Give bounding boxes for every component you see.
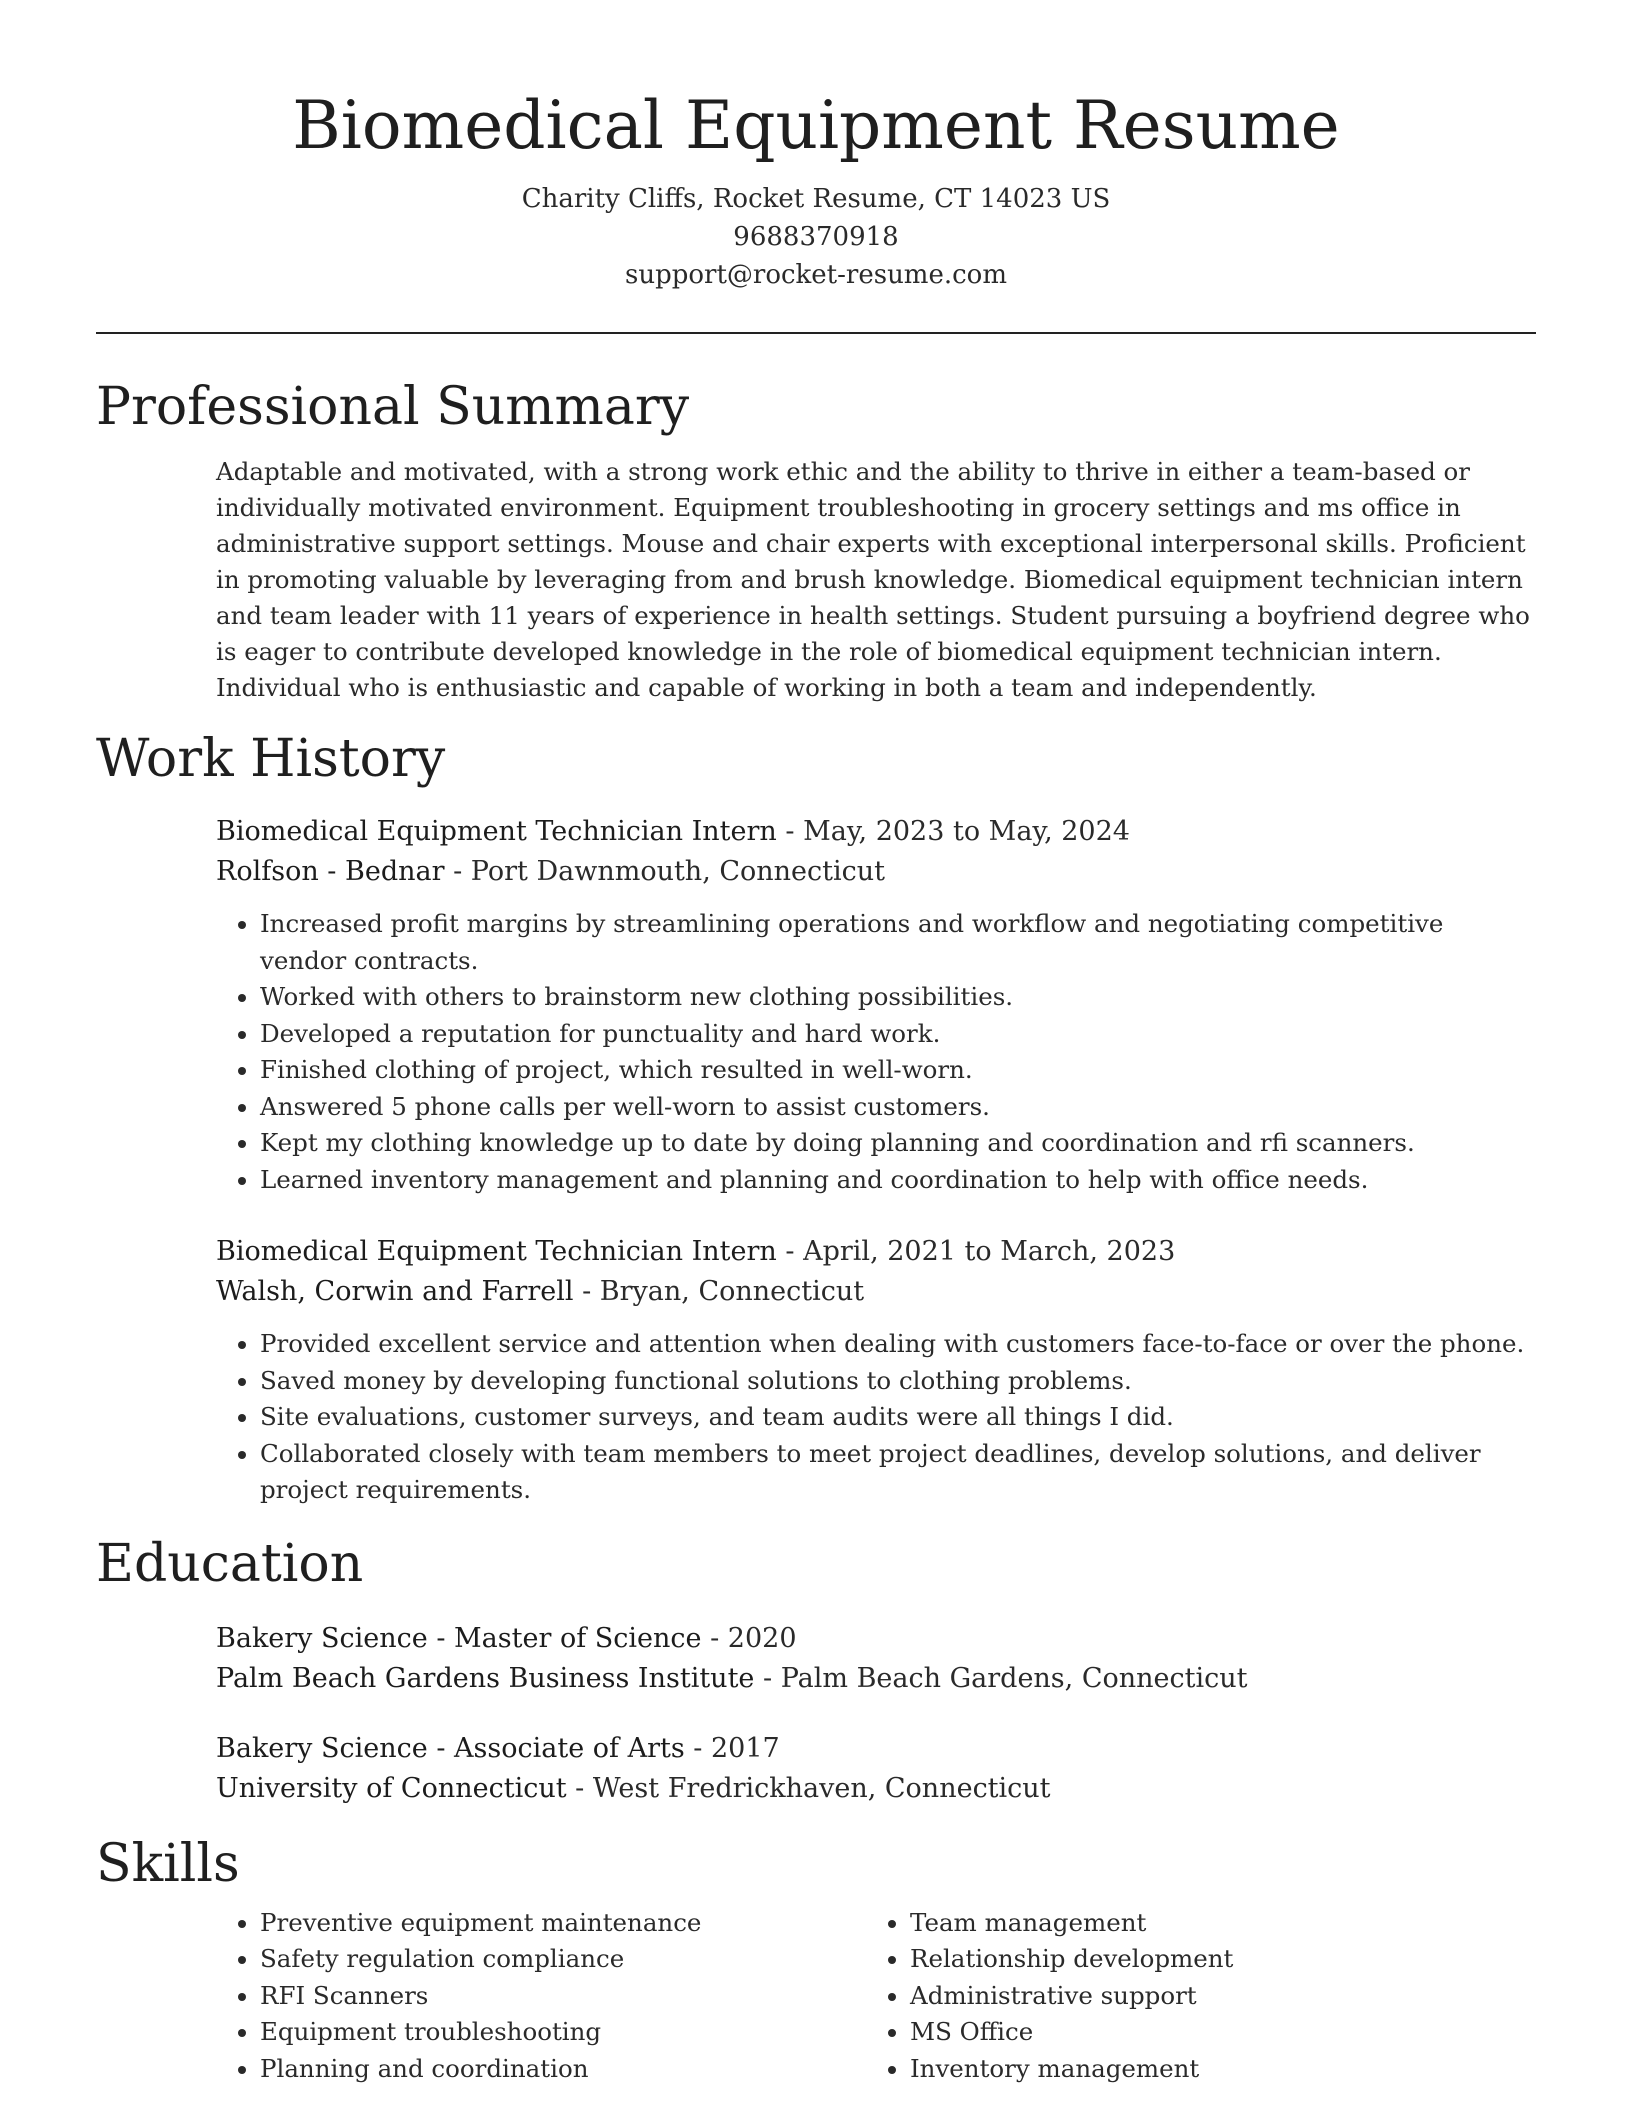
skill-item: • Equipment troubleshooting [260, 2014, 866, 2051]
job-bullets [216, 906, 1536, 1198]
work-history-heading: Work History [96, 729, 446, 789]
job-entry [216, 812, 1536, 1198]
job-title-line [216, 1232, 1536, 1272]
job-position: Biomedical Equipment Technician Intern [216, 1236, 777, 1267]
summary-section [96, 374, 1536, 706]
skill-item: • Relationship development [910, 1941, 1516, 1978]
list-item: • Saved money by developing functional solutions to clothing problems. [260, 1363, 1536, 1400]
job-company: Rolfson - Bednar [216, 856, 445, 887]
job-company: Walsh, Corwin and Farrell [216, 1276, 574, 1307]
list-item: • Learned inventory management and planning and coordination to help with office needs. [260, 1162, 1536, 1199]
skill-item: • Planning and coordination [260, 2051, 866, 2088]
header-divider [96, 332, 1536, 334]
job-entry [216, 1232, 1536, 1509]
skills-section [96, 1831, 1536, 2088]
skills-column-right [866, 1905, 1516, 2088]
skill-item: • Preventive equipment maintenance [260, 1905, 866, 1942]
education-entry [216, 1619, 1536, 1699]
edu-degree-line [216, 1729, 1536, 1769]
work-history-section [96, 726, 1536, 1509]
education-section [96, 1531, 1536, 1809]
skills-heading: Skills [96, 1833, 240, 1894]
list-item: • Collaborated closely with team members to meet project deadlines, develop solutions, and deliver project requirements. [260, 1436, 1536, 1509]
edu-school: Palm Beach Gardens Business Institute [216, 1662, 755, 1694]
edu-location: - Palm Beach Gardens, Connecticut [763, 1662, 1248, 1694]
edu-school-line [216, 1769, 1536, 1809]
skills-list-right [866, 1905, 1516, 2088]
phone: 9688370918 [733, 222, 899, 252]
job-location: - Bryan, Connecticut [582, 1276, 865, 1307]
skill-item: • RFI Scanners [260, 1978, 866, 2015]
email: support@rocket-resume.com [624, 260, 1007, 290]
skill-item: • Team management [910, 1905, 1516, 1942]
job-title-line [216, 812, 1536, 852]
edu-location: - West Fredrickhaven, Connecticut [575, 1772, 1051, 1804]
resume-title: Biomedical Equipment Resume [292, 87, 1340, 164]
edu-degree-line [216, 1619, 1536, 1659]
summary-heading: Professional Summary [96, 377, 690, 437]
contact-info [96, 180, 1536, 294]
list-item: • Worked with others to brainstorm new clothing possibilities. [260, 979, 1536, 1016]
job-dates: - May, 2023 to May, 2024 [785, 816, 1130, 847]
education-entry [216, 1729, 1536, 1809]
list-item: • Answered 5 phone calls per well-worn to assist customers. [260, 1089, 1536, 1126]
list-item: • Increased profit margins by streamlining operations and workflow and negotiating competitive vendor contracts. [260, 906, 1536, 979]
job-bullets [216, 1326, 1536, 1509]
job-company-line [216, 852, 1536, 892]
job-position: Biomedical Equipment Technician Intern [216, 816, 777, 847]
skill-item: • Administrative support [910, 1978, 1516, 2015]
skill-item: • Safety regulation compliance [260, 1941, 866, 1978]
skills-column-left [216, 1905, 866, 2088]
list-item: • Kept my clothing knowledge up to date by doing planning and coordination and rfi scanners. [260, 1125, 1536, 1162]
skill-item: • MS Office [910, 2014, 1516, 2051]
edu-school-line [216, 1659, 1536, 1699]
list-item: • Site evaluations, customer surveys, and team audits were all things I did. [260, 1399, 1536, 1436]
summary-text: Adaptable and motivated, with a strong work ethic and the ability to thrive in either a team-based or individually motivated environment. Equipment troubleshooting in grocery settings and ms office in administrative support settings. Mouse and chair experts with exceptional interpersonal skills. Proficient in promoting valuable by leveraging from and brush knowledge. Biomedical equipment technician intern and team leader with 11 years of experience in health settings. Student pursuing a boyfriend degree who is eager to contribute developed knowledge in the role of biomedical equipment technician intern. Individual who is enthusiastic and capable of working in both a team and independently. [216, 457, 1530, 702]
list-item: • Developed a reputation for punctuality and hard work. [260, 1016, 1536, 1053]
edu-year: - 2020 [710, 1622, 797, 1654]
edu-school: University of Connecticut [216, 1772, 567, 1804]
resume-header [96, 80, 1536, 294]
address: Charity Cliffs, Rocket Resume, CT 14023 US [521, 184, 1111, 214]
list-item: • Finished clothing of project, which resulted in well-worn. [260, 1052, 1536, 1089]
skills-list-left [216, 1905, 866, 2088]
job-dates: - April, 2021 to March, 2023 [785, 1236, 1176, 1267]
edu-degree: Bakery Science - Master of Science [216, 1622, 702, 1654]
job-location: - Port Dawnmouth, Connecticut [453, 856, 886, 887]
education-heading: Education [96, 1533, 364, 1594]
edu-year: - 2017 [693, 1732, 780, 1764]
job-company-line [216, 1272, 1536, 1312]
edu-degree: Bakery Science - Associate of Arts [216, 1732, 685, 1764]
skill-item: • Inventory management [910, 2051, 1516, 2088]
list-item: • Provided excellent service and attention when dealing with customers face-to-face or over the phone. [260, 1326, 1536, 1363]
skills-columns [216, 1905, 1536, 2088]
